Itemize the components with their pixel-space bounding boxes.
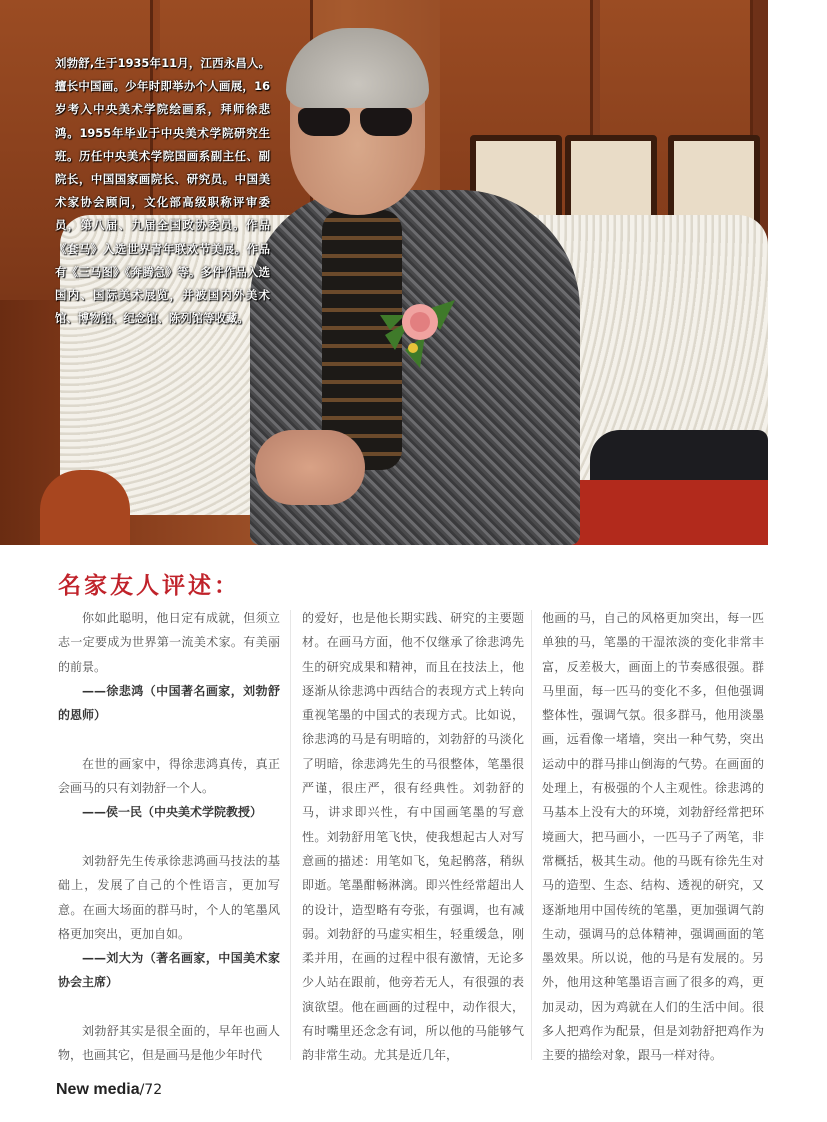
column-2: [302, 606, 524, 1068]
corsage-icon: [375, 280, 465, 370]
essay-text-2: 的爱好，也是他长期实践、研究的主要题材。在画马方面，他不仅继承了徐悲鸿先生的研究成果和精神，而且在技法上，他逐渐从徐悲鸿中西结合的表现方式上转向重视笔墨的中国式的表现方式。比如说，徐悲鸿的马是有明暗的，刘勃舒的马淡化了明暗，徐悲鸿先生的马很整体，笔墨很严谨，很庄严，很有经典性。刘勃舒的马，讲求即兴性，有中国画笔墨的写意性。刘勃舒用笔飞快，使我想起古人对写意画的描述：用笔如飞，兔起鹘落，稍纵即逝。笔墨酣畅淋漓。即兴性经常超出人的设计，造型略有夸张，有强调，也有减弱。刘勃舒的马虚实相生，轻重缓急，刚柔并用，在画的过程中很有激情，无论多少人站在跟前，他旁若无人，有很强的表演欲望。他在画画的过程中，动作很大，有时嘴里还念念有词，所以他的马能够气韵非常生动。尤其是近几年，: [302, 611, 524, 1063]
portrait-photo: [0, 0, 768, 545]
magazine-brand: New media: [56, 1081, 140, 1098]
page-number: /72: [139, 1082, 163, 1098]
essay-text-3: 他画的马，自己的风格更加突出，每一匹单独的马，笔墨的干湿浓淡的变化非常丰富，反差极大，画面上的节奏感很强。群马里面，每一匹马的变化不多，但他强调整体性，强调气氛。很多群马，他用淡墨画，远看像一堵墙，突出一种气势，突出运动中的群马排山倒海的气势。在画面的处理上，有极强的个人主观性。徐悲鸿的马基本上没有大的环境，刘勃舒经常把环境画大，把马画小，一匹马子了两笔，非常概括，极其生动。他的马既有徐先生对马的造型、生态、结构、透视的研究，又逐渐地用中国传统的笔墨，更加强调气韵生动，强调马的总体精神，强调画面的笔墨效果。所以说，他的马是有发展的。另外，他用这种笔墨语言画了很多的鸡，更加灵动，因为鸡就在人们的生活中间。很多人把鸡作为配景，但是刘勃舒把鸡作为主要的描绘对象，跟马一样对待。: [542, 611, 764, 1063]
signature-liu-dawei: ——刘大为（著名画家，中国美术家协会主席）: [58, 951, 280, 990]
column-divider: [290, 610, 291, 1060]
sunglasses-icon: [296, 108, 416, 138]
quote-essay-start: 刘勃舒其实是很全面的，早年也画人物，也画其它，但是画马是他少年时代: [58, 1024, 280, 1063]
quote-liu-dawei: 刘勃舒先生传承徐悲鸿画马技法的基础上，发展了自己的个性语言，更加写意。在画大场面的群马时，个人的笔墨风格更加突出，更加自如。: [58, 853, 280, 941]
red-cloth: [560, 480, 768, 545]
sofa-arm: [40, 470, 130, 545]
bio-text: 刘勃舒,生于1935年11月，江西永昌人。擅长中国画。少年时即举办个人画展，16岁考入中央美术学院绘画系，拜师徐悲鸿。1955年毕业于中央美术学院研究生班。历任中央美术学院国画系副主任、副院长，中国国家画院长、研究员。中国美术家协会顾问，文化部高级职称评审委员，第八届、九届全国政协委员。作品《套马》入选世界青年联欢节美展。作品有《三马图》《奔腾急》等。多件作品入选国内、国际美术展览，并被国内外美术馆、博物馆、纪念馆、陈列馆等收藏。: [55, 56, 270, 326]
signature-xu-beihong: ——徐悲鸿（中国著名画家，刘勃舒的恩师）: [58, 683, 280, 723]
column-3: [542, 606, 764, 1068]
quote-xu-beihong: 你如此聪明，他日定有成就，但须立志一定要成为世界第一流美术家。有美丽的前景。: [58, 611, 280, 674]
section-title: 名家友人评述：: [58, 572, 240, 599]
quote-hou-yimin: 在世的画家中，得徐悲鸿真传，真正会画马的只有刘勃舒一个人。: [58, 756, 280, 796]
clasped-hands: [255, 430, 365, 505]
column-1: [58, 606, 280, 1068]
signature-hou-yimin: ——侯一民（中央美术学院教授）: [82, 805, 263, 820]
page-footer: [56, 1080, 162, 1099]
column-divider: [531, 610, 532, 1060]
